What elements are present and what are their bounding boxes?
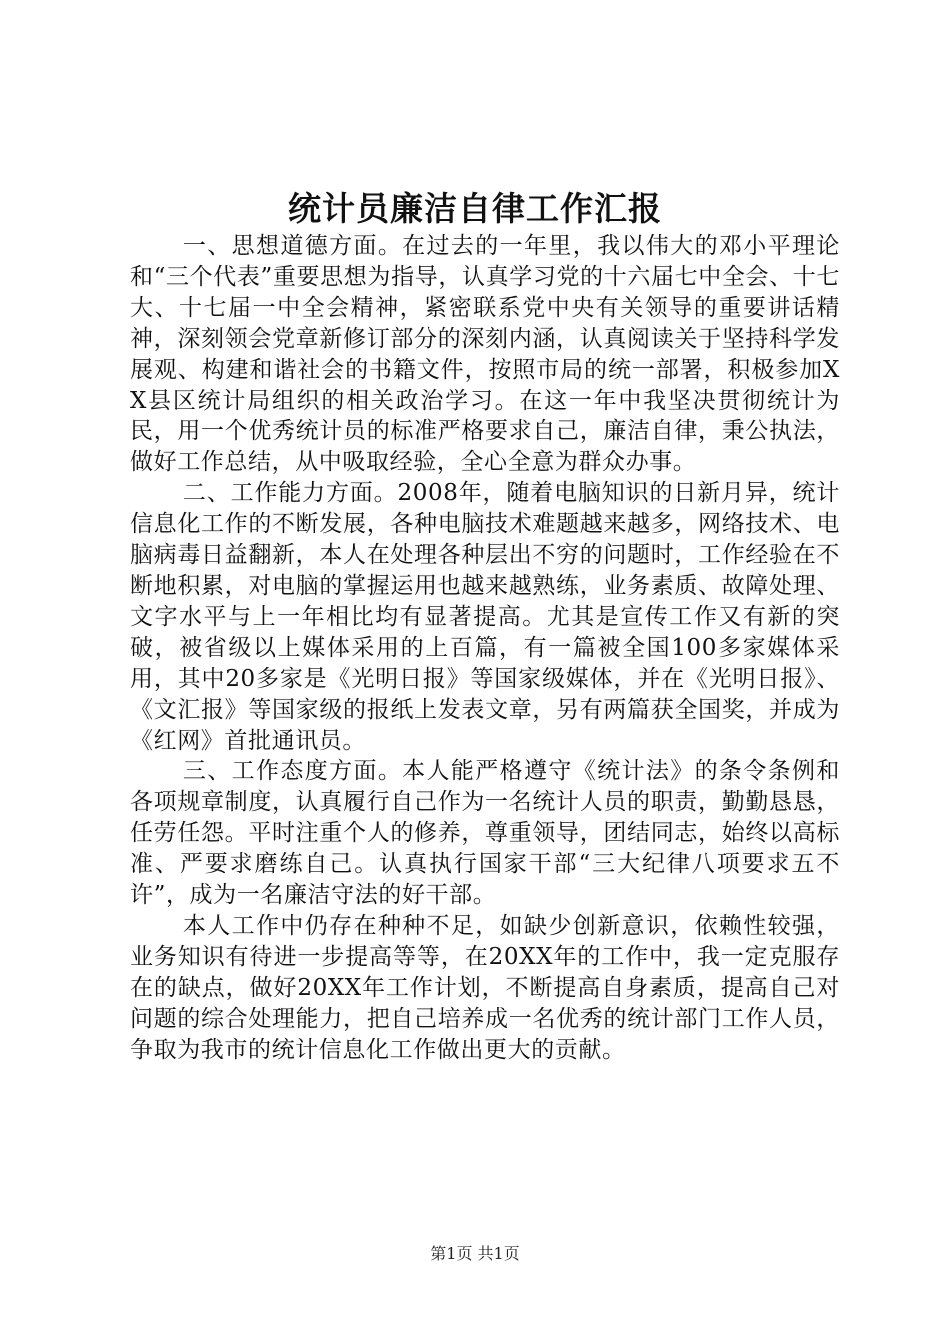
paragraph-attitude: 三、工作态度方面。本人能严格遵守《统计法》的条令条例和各项规章制度，认真履行自己作为一名统计人员的职责，勤勤恳恳，任劳任怨。平时注重个人的修养，尊重领导，团结同志，始终以高标准、严要求磨练自己。认真执行国家干部“三大纪律八项要求五不许”，成为一名廉洁守法的好干部。 xyxy=(130,758,840,909)
paragraph-shortcomings: 本人工作中仍存在种种不足，如缺少创新意识，依赖性较强，业务知识有待进一步提高等等，在20XX年的工作中，我一定克服存在的缺点，做好20XX年工作计划，不断提高自身素质，提高自己对问题的综合处理能力，把自己培养成一名优秀的统计部门工作人员，争取为我市的统计信息化工作做出更大的贡献。 xyxy=(130,912,840,1063)
paragraph-moral: 一、思想道德方面。在过去的一年里，我以伟大的邓小平理论和“三个代表”重要思想为指导，认真学习党的十六届七中全会、十七大、十七届一中全会精神，紧密联系党中央有关领导的重要讲话精神，深刻领会党章新修订部分的深刻内涵，认真阅读关于坚持科学发展观、构建和谐社会的书籍文件，按照市局的统一部署，积极参加XX县区统计局组织的相关政治学习。在这一年中我坚决贯彻统计为民，用一个优秀统计员的标准严格要求自己，廉洁自律，秉公执法，做好工作总结，从中吸取经验，全心全意为群众办事。 xyxy=(130,233,840,476)
page-footer: 第1页 共1页 xyxy=(430,1244,520,1263)
document-body xyxy=(130,231,840,1065)
paragraph-ability: 二、工作能力方面。2008年，随着电脑知识的日新月异，统计信息化工作的不断发展，各种电脑技术难题越来越多，网络技术、电脑病毒日益翻新，本人在处理各种层出不穷的问题时，工作经验在不断地积累，对电脑的掌握运用也越来越熟练，业务素质、故障处理、文字水平与上一年相比均有显著提高。尤其是宣传工作又有新的突破，被省级以上媒体采用的上百篇，有一篇被全国100多家媒体采用，其中20多家是《光明日报》等国家级媒体，并在《光明日报》、《文汇报》等国家级的报纸上发表文章，另有两篇获全国奖，并成为《红网》首批通讯员。 xyxy=(130,480,840,754)
document-title: 统计员廉洁自律工作汇报 xyxy=(288,189,662,228)
